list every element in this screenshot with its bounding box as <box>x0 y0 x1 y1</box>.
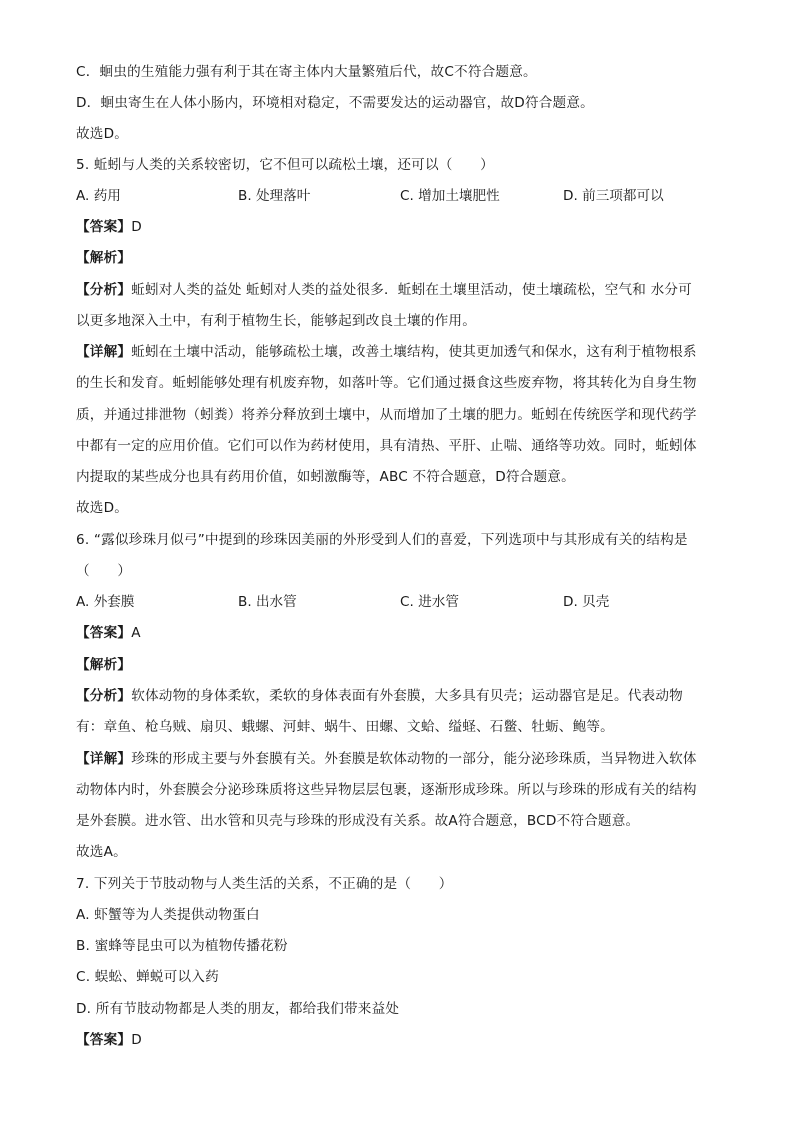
q6-fenxi-1 <box>76 686 716 706</box>
q5-detail-1 <box>76 342 716 362</box>
detail-text: 珍珠的形成主要与外套膜有关。外套膜是软体动物的一部分，能分泌珍珠质，当异物进入软体 <box>131 751 697 767</box>
detail-tag: 【详解】 <box>76 344 132 360</box>
q6-detail-1 <box>76 749 716 769</box>
q7-option-a: A. 虾蟹等为人类提供动物蛋白 <box>76 907 260 923</box>
q5-answer <box>76 217 716 237</box>
fenxi-tag: 【分析】 <box>76 282 132 298</box>
q5-detail-4: 中都有一定的应用价值。它们可以作为药材使用，具有清热、平肝、止喘、通络等功效。同时，蚯蚓体 <box>76 438 697 454</box>
option-c-explanation: C．蛔虫的生殖能力强有利于其在寄主体内大量繁殖后代，故C不符合题意。 <box>76 64 537 80</box>
question-5-stem: 5. 蚯蚓与人类的关系较密切，它不但可以疏松土壤，还可以（ ） <box>76 157 494 173</box>
q6-option-b: B. 出水管 <box>238 594 297 610</box>
q5-detail-2: 的生长和发育。蚯蚓能够处理有机废弃物，如落叶等。它们通过摄食这些废弃物，将其转化为自身生物 <box>76 375 697 391</box>
q5-detail-3: 质，并通过排泄物（蚓粪）将养分释放到土壤中，从而增加了土壤的肥力。蚯蚓在传统医学和现代药学 <box>76 407 697 423</box>
q5-fenxi-1 <box>76 280 716 300</box>
q6-conclusion: 故选A。 <box>76 844 127 860</box>
answer-value: A <box>131 625 141 641</box>
question-7-stem: 7. 下列关于节肢动物与人类生活的关系，不正确的是（ ） <box>76 876 453 892</box>
q7-option-c: C. 蜈蚣、蝉蜕可以入药 <box>76 969 219 985</box>
q5-conclusion: 故选D。 <box>76 500 129 516</box>
detail-text: 蚯蚓在土壤中活动，能够疏松土壤，改善土壤结构，使其更加透气和保水，这有利于植物根系 <box>131 344 697 360</box>
option-d-explanation: D．蛔虫寄生在人体小肠内，环境相对稳定，不需要发达的运动器官，故D符合题意。 <box>76 95 594 111</box>
q5-analysis-heading: 【解析】 <box>76 250 132 266</box>
answer-tag: 【答案】 <box>76 625 132 641</box>
answer-tag: 【答案】 <box>76 1032 132 1048</box>
question-6-stem-2: （ ） <box>76 563 132 579</box>
q5-option-b: B. 处理落叶 <box>238 188 311 204</box>
q6-answer <box>76 623 716 643</box>
q6-option-a: A. 外套膜 <box>76 594 135 610</box>
fenxi-text: 软体动物的身体柔软，柔软的身体表面有外套膜，大多具有贝壳；运动器官是足。代表动物 <box>131 688 683 704</box>
q6-analysis-heading: 【解析】 <box>76 657 132 673</box>
q6-fenxi-2: 有：章鱼、枪乌贼、扇贝、蛾螺、河蚌、蜗牛、田螺、文蛤、缢蛏、石鳖、牡蛎、鲍等。 <box>76 719 614 735</box>
conclusion-q4: 故选D。 <box>76 126 129 142</box>
q6-option-c: C. 进水管 <box>400 594 459 610</box>
q7-option-d: D. 所有节肢动物都是人类的朋友，都给我们带来益处 <box>76 1001 400 1017</box>
question-6-stem-1: 6. “露似珍珠月似弓”中提到的珍珠因美丽的外形受到人们的喜爱，下列选项中与其形成有关的结构是 <box>76 532 688 548</box>
answer-value: D <box>131 1032 142 1048</box>
question-6-options <box>76 592 716 612</box>
q6-option-d: D. 贝壳 <box>563 594 610 610</box>
q6-detail-2: 动物体内时，外套膜会分泌珍珠质将这些异物层层包裹，逐渐形成珍珠。所以与珍珠的形成有关的结构 <box>76 782 697 798</box>
answer-value: D <box>131 219 142 235</box>
q7-option-b: B. 蜜蜂等昆虫可以为植物传播花粉 <box>76 938 288 954</box>
q7-answer <box>76 1030 716 1050</box>
q5-option-a: A. 药用 <box>76 188 121 204</box>
question-5-options <box>76 186 716 206</box>
answer-tag: 【答案】 <box>76 219 132 235</box>
q5-option-c: C. 增加土壤肥性 <box>400 188 500 204</box>
q5-option-d: D. 前三项都可以 <box>563 188 664 204</box>
q5-fenxi-2: 以更多地深入土中，有利于植物生长，能够起到改良土壤的作用。 <box>76 313 477 329</box>
fenxi-tag: 【分析】 <box>76 688 132 704</box>
q6-detail-3: 是外套膜。进水管、出水管和贝壳与珍珠的形成没有关系。故A符合题意，BCD不符合题意。 <box>76 813 640 829</box>
fenxi-text: 蚯蚓对人类的益处 蚯蚓对人类的益处很多．蚯蚓在土壤里活动，使土壤疏松，空气和 水分可 <box>131 282 692 298</box>
detail-tag: 【详解】 <box>76 751 132 767</box>
q5-detail-5: 内提取的某些成分也具有药用价值，如蚓激酶等，ABC 不符合题意，D符合题意。 <box>76 469 575 485</box>
